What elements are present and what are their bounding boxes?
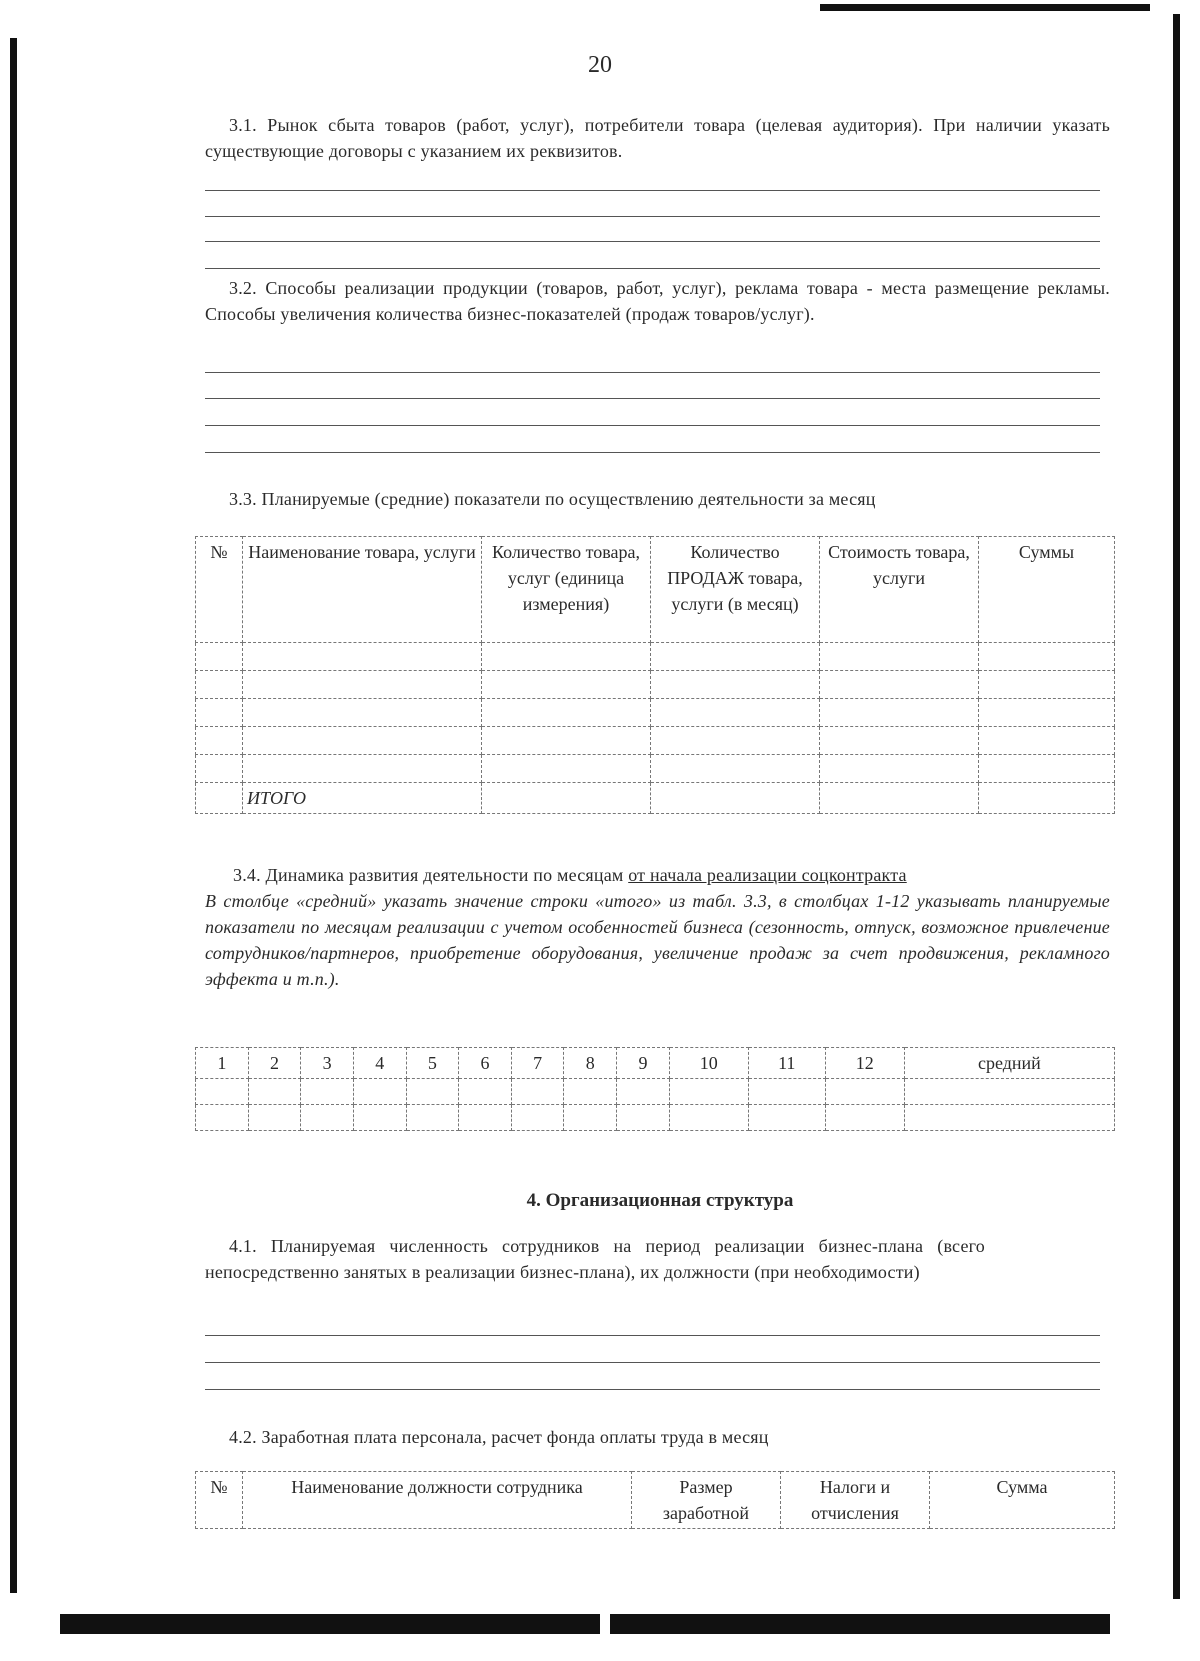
month-col-11: 11 [748,1048,825,1079]
section-3-1-text: 3.1. Рынок сбыта товаров (работ, услуг), потребители товара (целевая аудитория). При наличии указать существующие договоры с указанием их реквизитов. [205,115,1110,161]
scan-edge-right [1173,14,1180,1599]
scan-edge-left [10,38,17,1593]
months-header-row [196,1048,1115,1079]
section-3-4-block [205,862,1110,992]
section-3-2-text: 3.2. Способы реализации продукции (товаров, работ, услуг), реклама товара - места размещение рекламы. Способы увеличения количества бизнес-показателей (продаж товаров/услуг). [205,278,1110,324]
month-col-10: 10 [669,1048,748,1079]
fill-line [205,1389,1100,1390]
fill-line [205,216,1100,217]
col-header-salary: Размер заработной [632,1472,781,1529]
scan-edge-gap [600,1614,610,1634]
fill-line [205,398,1100,399]
scan-edge-top [820,4,1150,11]
month-col-1: 1 [196,1048,249,1079]
col-header-taxes: Налоги и отчисления [781,1472,930,1529]
month-col-4: 4 [353,1048,406,1079]
col-header-position: Наименование должности сотрудника [243,1472,632,1529]
month-col-12: 12 [825,1048,904,1079]
fill-line [205,268,1100,269]
total-row [196,783,1115,814]
page-number: 20 [588,52,612,78]
month-col-3: 3 [301,1048,354,1079]
section-3-4-note: В столбце «средний» указать значение строки «итого» из табл. 3.3, в столбцах 1-12 указывать планируемые показатели по месяцам реализации с учетом особенностей бизнеса (сезонность, отпуск, возможное привлечение сотрудников/партнеров, приобретение оборудования, увеличение продаж за счет продвижения, рекламного эффекта и т.п.). [205,891,1110,989]
section-4-2-title: 4.2. Заработная плата персонала, расчет фонда оплаты труда в месяц [229,1427,769,1447]
table-row [196,699,1115,727]
section-3-4-title: 3.4. Динамика развития деятельности по месяцам [233,865,629,885]
table-row [196,1079,1115,1105]
fill-line [205,241,1100,242]
monthly-dynamics-table [195,1047,1115,1131]
col-header-price: Стоимость товара, услуги [820,537,979,643]
month-col-6: 6 [459,1048,512,1079]
fill-line [205,372,1100,373]
col-header-product: Наименование товара, услуги [243,537,482,643]
section-4-1-text: 4.1. Планируемая численность сотрудников на период реализации бизнес-плана (всего непосредственно занятых в реализации бизнес-плана), их должности (при необходимости) [205,1236,985,1282]
section-3-4-title-underlined: от начала реализации соцконтракта [628,865,907,885]
indicators-table [195,536,1115,814]
month-col-8: 8 [564,1048,617,1079]
total-label: ИТОГО [243,783,482,814]
col-header-sales: Количество ПРОДАЖ товара, услуги (в месяц) [651,537,820,643]
table-row [196,671,1115,699]
col-header-total: Сумма [930,1472,1115,1529]
fill-line [205,1362,1100,1363]
fill-line [205,425,1100,426]
table-row [196,643,1115,671]
col-header-quantity: Количество товара, услуг (единица измерения) [482,537,651,643]
col-header-number: № [196,537,243,643]
col-header-number: № [196,1472,243,1529]
scan-edge-bottom [60,1614,1110,1634]
month-col-7: 7 [511,1048,564,1079]
section-3-3-title: 3.3. Планируемые (средние) показатели по осуществлению деятельности за месяц [229,489,876,509]
month-col-2: 2 [248,1048,301,1079]
section-4-heading: 4. Организационная структура [526,1190,794,1211]
table-row [196,755,1115,783]
table-row [196,1105,1115,1131]
fill-line [205,1335,1100,1336]
fill-line [205,190,1100,191]
fill-line [205,452,1100,453]
month-col-5: 5 [406,1048,459,1079]
table-row [196,727,1115,755]
month-col-average: средний [904,1048,1114,1079]
month-col-9: 9 [617,1048,670,1079]
salary-table [195,1471,1115,1529]
col-header-sum: Суммы [979,537,1115,643]
